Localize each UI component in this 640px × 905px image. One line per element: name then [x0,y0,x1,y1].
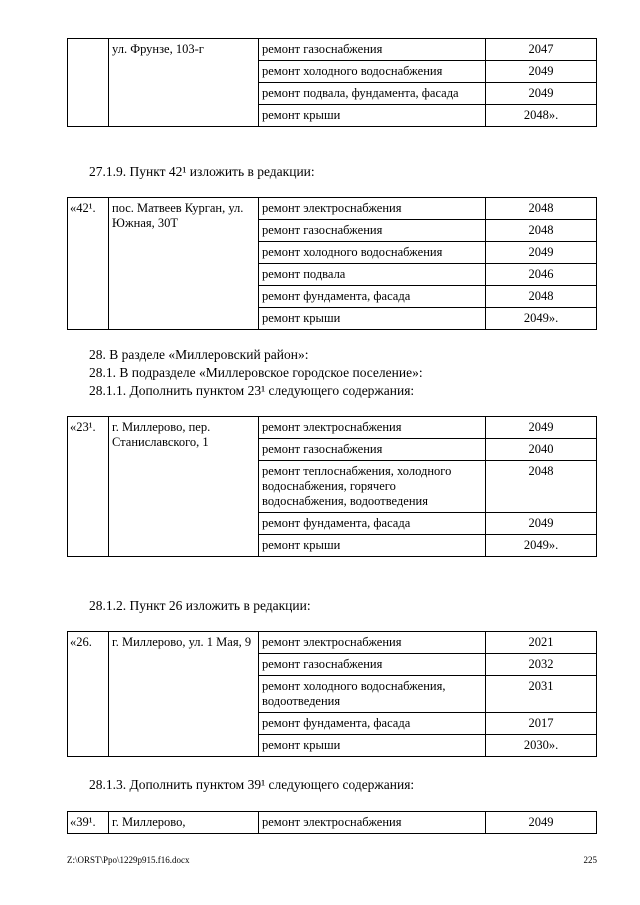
table-item-23-1 [67,416,597,557]
work-cell: ремонт теплоснабжения, холодного водоснабжения, горячего водоснабжения, водоотведения [259,461,486,513]
table-item-continuation [67,38,597,127]
footer-file-path: Z:\ORST\Ppo\1229p915.f16.docx [67,855,190,865]
paragraph-28-1: 28.1. В подразделе «Миллеровское городское поселение»: [89,365,423,380]
table-row [68,198,597,220]
address-cell: пос. Матвеев Курган, ул. Южная, 30Т [109,198,259,330]
year-cell: 2049 [486,812,597,834]
address-cell: г. Миллерово, ул. 1 Мая, 9 [109,632,259,757]
address-cell: г. Миллерово, [109,812,259,834]
table-row [68,632,597,654]
work-cell: ремонт электроснабжения [259,417,486,439]
year-cell: 2048 [486,198,597,220]
table-item-39-1 [67,811,597,834]
year-cell: 2049 [486,83,597,105]
year-cell: 2049 [486,513,597,535]
year-cell: 2047 [486,39,597,61]
work-cell: ремонт крыши [259,105,486,127]
work-cell: ремонт электроснабжения [259,812,486,834]
year-cell: 2048 [486,286,597,308]
paragraph-28-1-3: 28.1.3. Дополнить пунктом 39¹ следующего содержания: [89,777,415,792]
year-cell: 2049 [486,417,597,439]
paragraph-27-1-9: 27.1.9. Пункт 42¹ изложить в редакции: [89,164,315,179]
year-cell: 2031 [486,676,597,713]
year-cell: 2048». [486,105,597,127]
work-cell: ремонт крыши [259,735,486,757]
work-cell: ремонт фундамента, фасада [259,713,486,735]
work-cell: ремонт подвала, фундамента, фасада [259,83,486,105]
year-cell: 2049 [486,61,597,83]
work-cell: ремонт электроснабжения [259,632,486,654]
year-cell: 2049 [486,242,597,264]
work-cell: ремонт фундамента, фасада [259,286,486,308]
work-cell: ремонт крыши [259,308,486,330]
table-item-26 [67,631,597,757]
item-number-cell: «42¹. [68,198,109,330]
year-cell: 2046 [486,264,597,286]
year-cell: 2049». [486,308,597,330]
address-cell: г. Миллерово, пер. Станиславского, 1 [109,417,259,557]
table-item-42-1 [67,197,597,330]
work-cell: ремонт газоснабжения [259,654,486,676]
paragraph-28-1-2: 28.1.2. Пункт 26 изложить в редакции: [89,598,311,613]
work-cell: ремонт холодного водоснабжения [259,61,486,83]
item-number-cell [68,39,109,127]
table-row [68,417,597,439]
work-cell: ремонт газоснабжения [259,39,486,61]
table-row [68,812,597,834]
year-cell: 2021 [486,632,597,654]
year-cell: 2048 [486,220,597,242]
table-row [68,39,597,61]
work-cell: ремонт газоснабжения [259,220,486,242]
year-cell: 2048 [486,461,597,513]
address-cell: ул. Фрунзе, 103-г [109,39,259,127]
year-cell: 2017 [486,713,597,735]
year-cell: 2030». [486,735,597,757]
work-cell: ремонт электроснабжения [259,198,486,220]
paragraph-28-1-1: 28.1.1. Дополнить пунктом 23¹ следующего содержания: [89,383,415,398]
year-cell: 2032 [486,654,597,676]
year-cell: 2049». [486,535,597,557]
work-cell: ремонт холодного водоснабжения, водоотведения [259,676,486,713]
item-number-cell: «26. [68,632,109,757]
work-cell: ремонт газоснабжения [259,439,486,461]
paragraph-28: 28. В разделе «Миллеровский район»: [89,347,309,362]
work-cell: ремонт подвала [259,264,486,286]
work-cell: ремонт фундамента, фасада [259,513,486,535]
year-cell: 2040 [486,439,597,461]
item-number-cell: «23¹. [68,417,109,557]
work-cell: ремонт холодного водоснабжения [259,242,486,264]
work-cell: ремонт крыши [259,535,486,557]
footer-page-number: 225 [583,855,597,865]
item-number-cell: «39¹. [68,812,109,834]
